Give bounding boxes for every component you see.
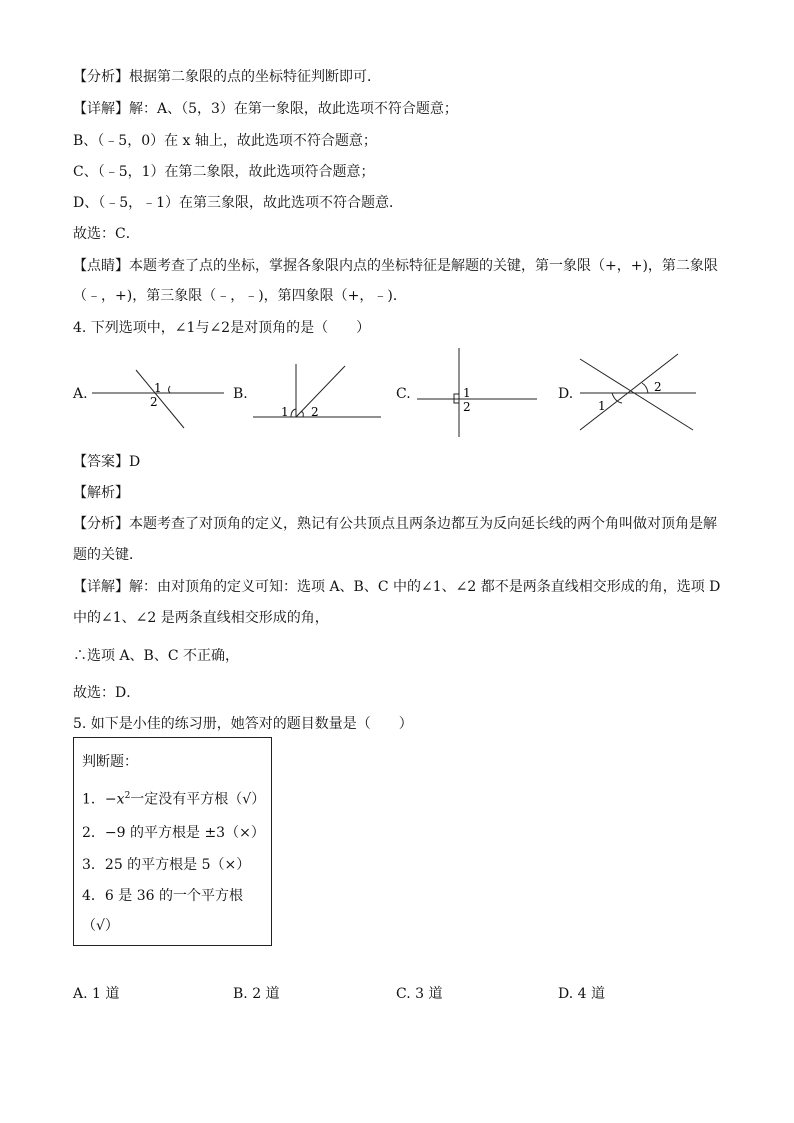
figure-d-diagram	[578, 352, 698, 434]
figure-c-label: C.	[396, 386, 411, 402]
q3-comment-2: （﹣，+)，第三象限（﹣，﹣)，第四象限（+，﹣)．	[73, 288, 407, 304]
figure-c-diagram	[415, 345, 540, 440]
q3-choose: 故选：C．	[73, 226, 140, 242]
workbook-item-1	[82, 786, 265, 810]
workbook-item-2: 2．−9 的平方根是 ±3（×）	[82, 825, 265, 841]
item1-expr: −x	[104, 791, 125, 808]
q5-option-c: C. 3 道	[396, 986, 443, 1002]
q4-analysis-header: 【解析】	[73, 485, 129, 501]
q5-option-d: D. 4 道	[558, 986, 605, 1002]
figure-c-angle-1: 1	[463, 386, 471, 400]
figure-d-angle-1: 1	[598, 399, 606, 413]
figure-d-angle-2: 2	[654, 380, 662, 394]
item1-prefix: 1．	[82, 791, 105, 808]
figure-a-angle-1: 1	[154, 381, 162, 395]
q3-analysis-line: 【分析】根据第二象限的点的坐标特征判断即可．	[73, 69, 381, 85]
workbook-title: 判断题：	[82, 754, 138, 770]
figure-b-angle-1: 1	[281, 405, 289, 419]
item1-rest: 一定没有平方根（√）	[130, 791, 266, 808]
q3-line-c: C、（﹣5，1）在第二象限，故此选项符合题意；	[73, 164, 375, 180]
q3-detail-line: 【详解】解：A、（5，3）在第一象限，故此选项不符合题意；	[73, 101, 458, 117]
workbook-box	[73, 737, 272, 946]
q4-detail-1: 【详解】解：由对顶角的定义可知：选项 A、B、C 中的∠1、∠2 都不是两条直线相交形成的角，选项 D	[73, 579, 721, 595]
figure-b-angle-2: 2	[311, 405, 319, 419]
q4-analysis-1: 【分析】本题考查了对顶角的定义，熟记有公共顶点且两条边都互为反向延长线的两个角叫做对顶角是解	[73, 516, 717, 532]
item1-sup: 2	[124, 791, 131, 801]
figure-a-label: A.	[73, 386, 88, 402]
figure-a-diagram	[90, 365, 225, 435]
q3-line-b: B、（﹣5，0）在 x 轴上，故此选项不符合题意；	[73, 133, 377, 149]
q3-line-d: D、（﹣5，﹣1）在第三象限，故此选项不符合题意．	[73, 195, 404, 211]
workbook-item-3: 3．25 的平方根是 5（×）	[82, 857, 251, 873]
q4-choose: 故选：D．	[73, 685, 141, 701]
figure-b-diagram	[253, 362, 383, 422]
figure-a-angle-2: 2	[150, 395, 158, 409]
q5-option-a: A. 1 道	[73, 986, 120, 1002]
q4-detail-2: 中的∠1、∠2 是两条直线相交形成的角，	[73, 610, 329, 626]
q4-therefore: ∴选项 A、B、C 不正确，	[73, 648, 240, 664]
q4-answer: 【答案】D	[73, 454, 141, 470]
q5-question: 5. 如下是小佳的练习册，她答对的题目数量是（ ）	[73, 716, 413, 732]
q4-question: 4. 下列选项中，∠1与∠2是对顶角的是（ ）	[73, 320, 371, 336]
workbook-item-4: 4．6 是 36 的一个平方根	[82, 888, 243, 904]
q4-analysis-2: 题的关键．	[73, 547, 143, 563]
figure-c-angle-2: 2	[463, 400, 471, 414]
workbook-item-4-mark: （√）	[82, 918, 119, 934]
figure-d-label: D.	[558, 386, 574, 402]
q3-comment-1: 【点睛】本题考查了点的坐标，掌握各象限内点的坐标特征是解题的关键，第一象限（+，+)，第二象限	[73, 258, 718, 274]
figure-b-label: B.	[233, 386, 248, 402]
q5-option-b: B. 2 道	[233, 986, 280, 1002]
